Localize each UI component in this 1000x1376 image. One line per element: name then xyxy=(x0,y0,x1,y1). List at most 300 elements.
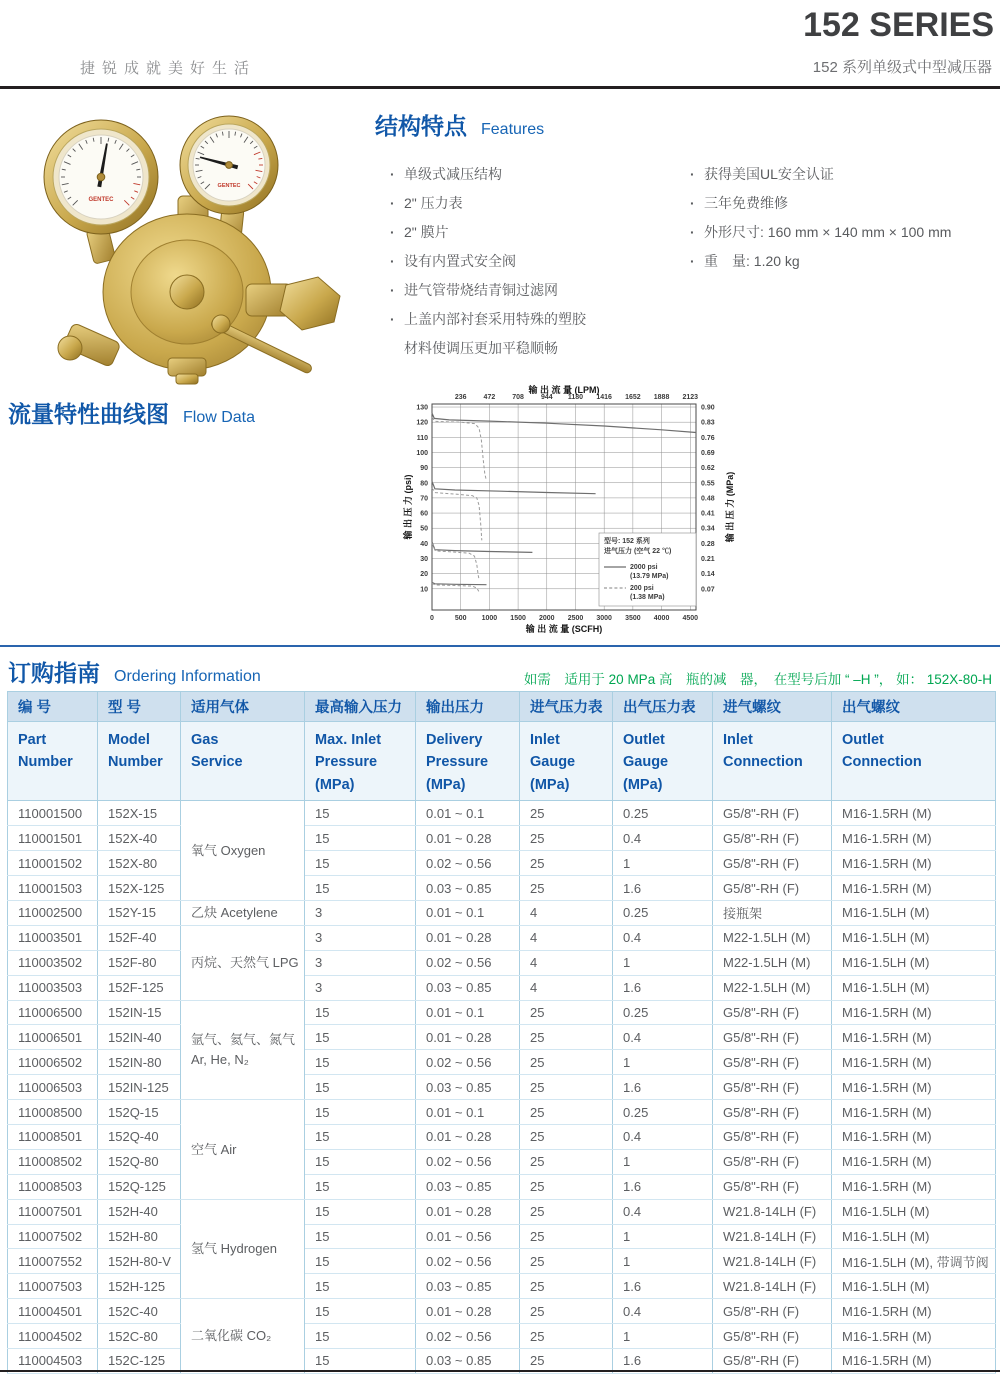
svg-text:90: 90 xyxy=(420,465,428,473)
table-cell: 1.6 xyxy=(613,975,713,1000)
feature-item: · 上盖内部衬套采用特殊的塑胶 xyxy=(390,311,586,327)
svg-text:0.48: 0.48 xyxy=(701,495,715,503)
table-cell: 0.01 ~ 0.1 xyxy=(416,801,520,826)
table-cell: 1.6 xyxy=(613,876,713,901)
flow-title-zh: 流量特性曲线图 xyxy=(8,401,169,427)
table-cell: G5/8"-RH (F) xyxy=(713,1075,832,1100)
model-number-cell: 152H-80 xyxy=(98,1224,181,1249)
table-cell: 3 xyxy=(305,975,416,1000)
table-cell: 1 xyxy=(613,1050,713,1075)
table-cell: M16-1.5RH (M) xyxy=(832,1075,996,1100)
table-cell: 15 xyxy=(305,1075,416,1100)
table-row xyxy=(8,1000,996,1025)
table-cell: 15 xyxy=(305,851,416,876)
table-cell: 0.02 ~ 0.56 xyxy=(416,851,520,876)
table-cell: 25 xyxy=(520,1075,613,1100)
model-number-cell: 152X-125 xyxy=(98,876,181,901)
table-cell: G5/8"-RH (F) xyxy=(713,1324,832,1349)
table-cell: 1 xyxy=(613,950,713,975)
part-number-cell: 110001500 xyxy=(8,801,98,826)
table-cell: 15 xyxy=(305,1124,416,1149)
svg-text:472: 472 xyxy=(483,394,496,401)
svg-text:GENTEC: GENTEC xyxy=(88,197,114,203)
table-cell: 0.01 ~ 0.1 xyxy=(416,1000,520,1025)
table-cell: W21.8-14LH (F) xyxy=(713,1199,832,1224)
part-number-cell: 110004503 xyxy=(8,1349,98,1374)
table-cell: 15 xyxy=(305,1149,416,1174)
table-cell: G5/8"-RH (F) xyxy=(713,1349,832,1374)
table-cell: G5/8"-RH (F) xyxy=(713,1174,832,1199)
svg-text:200 psi: 200 psi xyxy=(630,585,654,592)
table-cell: 3 xyxy=(305,900,416,925)
table-cell: 0.4 xyxy=(613,1124,713,1149)
table-cell: 15 xyxy=(305,1249,416,1274)
svg-text:2123: 2123 xyxy=(682,394,699,401)
part-number-cell: 110008503 xyxy=(8,1174,98,1199)
table-cell: 15 xyxy=(305,826,416,851)
table-cell: 25 xyxy=(520,1249,613,1274)
features-list-right xyxy=(688,160,988,276)
table-cell: G5/8"-RH (F) xyxy=(713,801,832,826)
column-header-zh: 最高输入压力 xyxy=(305,692,416,722)
table-row xyxy=(8,876,996,901)
feature-item: · 重 量: 1.20 kg xyxy=(690,253,800,269)
column-header-zh: 出气压力表 xyxy=(613,692,713,722)
company-tagline: 捷锐成就美好生活 xyxy=(80,60,257,77)
table-row xyxy=(8,1224,996,1249)
table-cell: 25 xyxy=(520,1349,613,1374)
table-cell: 0.01 ~ 0.28 xyxy=(416,1299,520,1324)
table-cell: 15 xyxy=(305,876,416,901)
part-number-cell: 110006501 xyxy=(8,1025,98,1050)
table-cell: M16-1.5RH (M) xyxy=(832,1100,996,1125)
gas-service-cell: 乙炔 Acetylene xyxy=(181,900,305,925)
part-number-cell: 110004501 xyxy=(8,1299,98,1324)
model-number-cell: 152H-40 xyxy=(98,1199,181,1224)
part-number-cell: 110004502 xyxy=(8,1324,98,1349)
gas-service-cell: 氧气 Oxygen xyxy=(181,801,305,901)
outlet-pressure-gauge xyxy=(180,116,278,214)
table-cell: 1 xyxy=(613,1324,713,1349)
features-list-left xyxy=(388,160,688,363)
svg-text:输 出 压 力 (MPa): 输 出 压 力 (MPa) xyxy=(725,471,735,543)
svg-text:40: 40 xyxy=(420,540,428,548)
part-number-cell: 110008501 xyxy=(8,1124,98,1149)
table-cell: M16-1.5LH (M) xyxy=(832,900,996,925)
svg-text:0.41: 0.41 xyxy=(701,510,715,518)
table-cell: 15 xyxy=(305,1000,416,1025)
table-cell: M22-1.5LH (M) xyxy=(713,925,832,950)
table-cell: M16-1.5RH (M) xyxy=(832,1299,996,1324)
table-cell: M16-1.5RH (M) xyxy=(832,1349,996,1374)
table-row xyxy=(8,1324,996,1349)
table-cell: G5/8"-RH (F) xyxy=(713,1100,832,1125)
table-cell: M16-1.5RH (M) xyxy=(832,826,996,851)
table-cell: G5/8"-RH (F) xyxy=(713,851,832,876)
part-number-cell: 110008502 xyxy=(8,1149,98,1174)
table-row xyxy=(8,1249,996,1274)
table-cell: G5/8"-RH (F) xyxy=(713,1025,832,1050)
table-cell: W21.8-14LH (F) xyxy=(713,1224,832,1249)
table-cell: G5/8"-RH (F) xyxy=(713,1299,832,1324)
column-header-en: Delivery Pressure (MPa) xyxy=(416,722,520,801)
table-cell: 0.25 xyxy=(613,1000,713,1025)
part-number-cell: 110001501 xyxy=(8,826,98,851)
model-number-cell: 152IN-80 xyxy=(98,1050,181,1075)
svg-text:100: 100 xyxy=(416,449,428,457)
model-number-cell: 152F-80 xyxy=(98,950,181,975)
table-cell: 25 xyxy=(520,1124,613,1149)
table-cell: 0.4 xyxy=(613,925,713,950)
page-title: 152 SERIES xyxy=(803,6,994,44)
model-number-cell: 152C-40 xyxy=(98,1299,181,1324)
table-cell: 3 xyxy=(305,950,416,975)
model-number-cell: 152Y-15 xyxy=(98,900,181,925)
feature-item: · 2" 压力表 xyxy=(390,195,463,211)
table-row xyxy=(8,1050,996,1075)
part-number-cell: 110007552 xyxy=(8,1249,98,1274)
svg-text:1888: 1888 xyxy=(653,394,670,401)
ordering-title-en: Ordering Information xyxy=(114,668,261,685)
page-subtitle: 152 系列单级式中型减压器 xyxy=(812,59,992,76)
table-row xyxy=(8,1075,996,1100)
svg-text:4000: 4000 xyxy=(653,615,670,622)
svg-text:1500: 1500 xyxy=(510,615,526,622)
section-divider xyxy=(0,645,1000,647)
table-cell: M22-1.5LH (M) xyxy=(713,950,832,975)
gas-service-cell: 丙烷、天然气 LPG xyxy=(181,925,305,1000)
model-number-cell: 152F-40 xyxy=(98,925,181,950)
svg-text:0.62: 0.62 xyxy=(701,465,715,473)
svg-text:1000: 1000 xyxy=(481,615,498,622)
svg-text:0.28: 0.28 xyxy=(701,540,715,548)
table-row xyxy=(8,801,996,826)
table-cell: M16-1.5RH (M) xyxy=(832,1324,996,1349)
table-cell: 4 xyxy=(520,975,613,1000)
column-header-en: Model Number xyxy=(98,722,181,801)
svg-text:0.21: 0.21 xyxy=(701,556,715,563)
table-row xyxy=(8,1199,996,1224)
table-row xyxy=(8,1149,996,1174)
table-cell: M16-1.5RH (M) xyxy=(832,1025,996,1050)
svg-text:500: 500 xyxy=(454,615,467,622)
table-cell: 4 xyxy=(520,900,613,925)
table-cell: 0.03 ~ 0.85 xyxy=(416,1349,520,1374)
table-cell: M16-1.5RH (M) xyxy=(832,801,996,826)
ordering-title-zh: 订购指南 xyxy=(8,660,100,686)
column-header-zh: 进气螺纹 xyxy=(713,692,832,722)
table-cell: G5/8"-RH (F) xyxy=(713,1149,832,1174)
model-number-cell: 152C-80 xyxy=(98,1324,181,1349)
table-cell: 0.03 ~ 0.85 xyxy=(416,876,520,901)
table-cell: 0.01 ~ 0.28 xyxy=(416,1199,520,1224)
table-cell: 1 xyxy=(613,1224,713,1249)
outlet-hex-nut xyxy=(280,277,340,330)
table-cell: 0.01 ~ 0.56 xyxy=(416,1224,520,1249)
table-row xyxy=(8,975,996,1000)
table-cell: 1 xyxy=(613,851,713,876)
table-cell: 0.02 ~ 0.56 xyxy=(416,1249,520,1274)
svg-text:输 出 压 力 (psi): 输 出 压 力 (psi) xyxy=(403,474,413,540)
feature-item: · 三年免费维修 xyxy=(690,195,788,211)
model-number-cell: 152IN-125 xyxy=(98,1075,181,1100)
svg-text:120: 120 xyxy=(416,419,428,427)
ordering-section-title xyxy=(8,655,261,688)
table-cell: M16-1.5LH (M) xyxy=(832,1199,996,1224)
part-number-cell: 110001502 xyxy=(8,851,98,876)
model-number-cell: 152H-80-V xyxy=(98,1249,181,1274)
svg-text:10: 10 xyxy=(420,586,428,594)
table-cell: 25 xyxy=(520,1000,613,1025)
svg-text:(13.79 MPa): (13.79 MPa) xyxy=(630,573,669,580)
svg-text:0: 0 xyxy=(430,615,434,622)
column-header-en: Gas Service xyxy=(181,722,305,801)
svg-text:进气压力 (空气 22 ℃): 进气压力 (空气 22 ℃) xyxy=(604,548,672,555)
part-number-cell: 110006503 xyxy=(8,1075,98,1100)
feature-item: 材料使调压更加平稳顺畅 xyxy=(404,340,558,356)
table-cell: 4 xyxy=(520,925,613,950)
feature-item: · 设有内置式安全阀 xyxy=(390,253,516,269)
part-number-cell: 110003502 xyxy=(8,950,98,975)
model-number-cell: 152X-40 xyxy=(98,826,181,851)
table-cell: 0.4 xyxy=(613,1025,713,1050)
table-row xyxy=(8,1274,996,1299)
table-cell: 3 xyxy=(305,925,416,950)
part-number-cell: 110006500 xyxy=(8,1000,98,1025)
table-cell: 15 xyxy=(305,1100,416,1125)
table-row xyxy=(8,925,996,950)
svg-text:输 出 流 量 (LPM): 输 出 流 量 (LPM) xyxy=(528,385,600,395)
table-cell: 25 xyxy=(520,1324,613,1349)
table-cell: 0.02 ~ 0.56 xyxy=(416,1149,520,1174)
model-number-cell: 152Q-125 xyxy=(98,1174,181,1199)
features-section-title xyxy=(375,108,544,141)
svg-text:0.76: 0.76 xyxy=(701,434,715,442)
table-row xyxy=(8,1100,996,1125)
svg-text:0.55: 0.55 xyxy=(701,480,715,488)
table-cell: 15 xyxy=(305,801,416,826)
table-cell: W21.8-14LH (F) xyxy=(713,1274,832,1299)
svg-text:60: 60 xyxy=(420,510,428,518)
table-cell: M16-1.5RH (M) xyxy=(832,851,996,876)
table-cell: 15 xyxy=(305,1025,416,1050)
table-cell: 15 xyxy=(305,1199,416,1224)
table-cell: 0.01 ~ 0.28 xyxy=(416,925,520,950)
table-cell: 25 xyxy=(520,851,613,876)
column-header-zh: 适用气体 xyxy=(181,692,305,722)
table-cell: M16-1.5LH (M), 带调节阀 xyxy=(832,1249,996,1274)
table-cell: 0.01 ~ 0.1 xyxy=(416,900,520,925)
svg-text:70: 70 xyxy=(420,495,428,503)
table-cell: 25 xyxy=(520,1274,613,1299)
model-number-cell: 152IN-40 xyxy=(98,1025,181,1050)
ordering-table xyxy=(7,691,996,1374)
table-cell: M16-1.5RH (M) xyxy=(832,1149,996,1174)
part-number-cell: 110003503 xyxy=(8,975,98,1000)
table-cell: 15 xyxy=(305,1050,416,1075)
table-cell: 0.02 ~ 0.56 xyxy=(416,1324,520,1349)
table-row xyxy=(8,1025,996,1050)
table-cell: 0.4 xyxy=(613,1199,713,1224)
svg-text:0.90: 0.90 xyxy=(701,404,715,412)
table-cell: 0.02 ~ 0.56 xyxy=(416,950,520,975)
table-cell: 0.01 ~ 0.28 xyxy=(416,826,520,851)
table-cell: M22-1.5LH (M) xyxy=(713,975,832,1000)
column-header-zh: 进气压力表 xyxy=(520,692,613,722)
high-pressure-note: 如需 适用于 20 MPa 高 瓶的减 器， 在型号后加 “ –H ”， 如： 152X-80-H xyxy=(523,672,992,687)
table-cell: 4 xyxy=(520,950,613,975)
svg-text:80: 80 xyxy=(420,480,428,488)
table-cell: 0.01 ~ 0.28 xyxy=(416,1124,520,1149)
table-row xyxy=(8,1174,996,1199)
table-cell: 15 xyxy=(305,1299,416,1324)
model-number-cell: 152H-125 xyxy=(98,1274,181,1299)
model-number-cell: 152IN-15 xyxy=(98,1000,181,1025)
table-cell: 1 xyxy=(613,1149,713,1174)
table-cell: 1.6 xyxy=(613,1174,713,1199)
part-number-cell: 110006502 xyxy=(8,1050,98,1075)
svg-text:4500: 4500 xyxy=(682,615,699,622)
table-cell: G5/8"-RH (F) xyxy=(713,876,832,901)
table-cell: 25 xyxy=(520,876,613,901)
model-number-cell: 152Q-40 xyxy=(98,1124,181,1149)
table-cell: 0.4 xyxy=(613,1299,713,1324)
table-cell: 25 xyxy=(520,1199,613,1224)
svg-text:708: 708 xyxy=(512,394,524,401)
column-header-en: Outlet Connection xyxy=(832,722,996,801)
table-row xyxy=(8,950,996,975)
table-cell: 0.4 xyxy=(613,826,713,851)
svg-text:50: 50 xyxy=(420,525,428,533)
svg-text:3500: 3500 xyxy=(625,615,641,622)
ordering-table-grid xyxy=(7,691,996,1374)
svg-text:30: 30 xyxy=(420,556,428,563)
part-number-cell: 110001503 xyxy=(8,876,98,901)
product-photo-regulator xyxy=(18,96,380,386)
table-cell: 1 xyxy=(613,1249,713,1274)
table-cell: G5/8"-RH (F) xyxy=(713,1000,832,1025)
gas-service-cell: 氢气 Hydrogen xyxy=(181,1199,305,1299)
table-cell: 25 xyxy=(520,1174,613,1199)
gas-service-cell: 空气 Air xyxy=(181,1100,305,1200)
table-cell: 15 xyxy=(305,1349,416,1374)
svg-text:0.34: 0.34 xyxy=(701,525,715,533)
part-number-cell: 110008500 xyxy=(8,1100,98,1125)
table-cell: 15 xyxy=(305,1174,416,1199)
svg-text:0.69: 0.69 xyxy=(701,449,715,457)
table-cell: 25 xyxy=(520,801,613,826)
feature-item: · 外形尺寸: 160 mm × 140 mm × 100 mm xyxy=(690,224,952,240)
table-cell: M16-1.5RH (M) xyxy=(832,876,996,901)
column-header-zh: 出气螺纹 xyxy=(832,692,996,722)
table-cell: G5/8"-RH (F) xyxy=(713,826,832,851)
table-row xyxy=(8,851,996,876)
table-cell: 25 xyxy=(520,1299,613,1324)
table-cell: G5/8"-RH (F) xyxy=(713,1050,832,1075)
table-cell: 15 xyxy=(305,1224,416,1249)
table-cell: M16-1.5RH (M) xyxy=(832,1050,996,1075)
model-number-cell: 152F-125 xyxy=(98,975,181,1000)
part-number-cell: 110007502 xyxy=(8,1224,98,1249)
table-row xyxy=(8,1299,996,1324)
table-cell: M16-1.5LH (M) xyxy=(832,1224,996,1249)
inlet-pressure-gauge xyxy=(44,120,158,234)
column-header-zh: 编 号 xyxy=(8,692,98,722)
svg-text:3000: 3000 xyxy=(596,615,612,622)
table-cell: W21.8-14LH (F) xyxy=(713,1249,832,1274)
svg-text:944: 944 xyxy=(540,394,553,401)
svg-text:0.83: 0.83 xyxy=(701,419,715,427)
column-header-en: Inlet Gauge (MPa) xyxy=(520,722,613,801)
model-number-cell: 152Q-80 xyxy=(98,1149,181,1174)
gas-service-cell: 二氧化碳 CO₂ xyxy=(181,1299,305,1374)
table-cell: M16-1.5LH (M) xyxy=(832,950,996,975)
table-cell: 25 xyxy=(520,826,613,851)
table-cell: 0.25 xyxy=(613,900,713,925)
svg-text:236: 236 xyxy=(454,394,467,401)
svg-text:(1.38 MPa): (1.38 MPa) xyxy=(630,594,665,601)
svg-text:1180: 1180 xyxy=(567,394,584,401)
table-cell: 25 xyxy=(520,1224,613,1249)
svg-text:20: 20 xyxy=(420,571,428,579)
table-cell: 15 xyxy=(305,1324,416,1349)
table-cell: 1.6 xyxy=(613,1274,713,1299)
column-header-zh: 型 号 xyxy=(98,692,181,722)
model-number-cell: 152Q-15 xyxy=(98,1100,181,1125)
column-header-en: Max. Inlet Pressure (MPa) xyxy=(305,722,416,801)
table-row xyxy=(8,826,996,851)
table-cell: M16-1.5LH (M) xyxy=(832,975,996,1000)
table-cell: 15 xyxy=(305,1274,416,1299)
table-cell: M16-1.5LH (M) xyxy=(832,925,996,950)
svg-text:GENTEC: GENTEC xyxy=(217,183,241,189)
table-cell: 1.6 xyxy=(613,1349,713,1374)
svg-text:130: 130 xyxy=(416,404,428,412)
part-number-cell: 110007503 xyxy=(8,1274,98,1299)
svg-text:0.07: 0.07 xyxy=(701,586,715,594)
flow-section-title xyxy=(8,396,255,429)
model-number-cell: 152C-125 xyxy=(98,1349,181,1374)
feature-item: · 进气管带烧结青铜过滤网 xyxy=(390,282,558,298)
svg-text:0.14: 0.14 xyxy=(701,571,715,579)
svg-text:2000 psi: 2000 psi xyxy=(630,564,658,571)
header-divider xyxy=(0,86,1000,89)
column-header-zh: 输出压力 xyxy=(416,692,520,722)
table-cell: M16-1.5LH (M) xyxy=(832,1274,996,1299)
table-cell: 0.02 ~ 0.56 xyxy=(416,1050,520,1075)
model-number-cell: 152X-15 xyxy=(98,801,181,826)
footer-divider xyxy=(0,1370,1000,1372)
feature-item: · 2" 膜片 xyxy=(390,224,449,240)
table-cell: 0.03 ~ 0.85 xyxy=(416,975,520,1000)
column-header-en: Outlet Gauge (MPa) xyxy=(613,722,713,801)
svg-text:110: 110 xyxy=(416,434,428,442)
model-number-cell: 152X-80 xyxy=(98,851,181,876)
features-title-en: Features xyxy=(481,121,545,138)
table-cell: 0.01 ~ 0.1 xyxy=(416,1100,520,1125)
table-cell: 25 xyxy=(520,1100,613,1125)
table-cell: 0.03 ~ 0.85 xyxy=(416,1075,520,1100)
part-number-cell: 110007501 xyxy=(8,1199,98,1224)
svg-text:1416: 1416 xyxy=(596,394,612,401)
table-cell: 接瓶架 xyxy=(713,900,832,925)
gas-service-cell: 氩气、氦气、氮气 Ar, He, N₂ xyxy=(181,1000,305,1100)
svg-text:1652: 1652 xyxy=(625,394,641,401)
part-number-cell: 110002500 xyxy=(8,900,98,925)
table-cell: 0.25 xyxy=(613,1100,713,1125)
svg-text:2500: 2500 xyxy=(567,615,584,622)
feature-item: · 单级式减压结构 xyxy=(390,166,502,182)
